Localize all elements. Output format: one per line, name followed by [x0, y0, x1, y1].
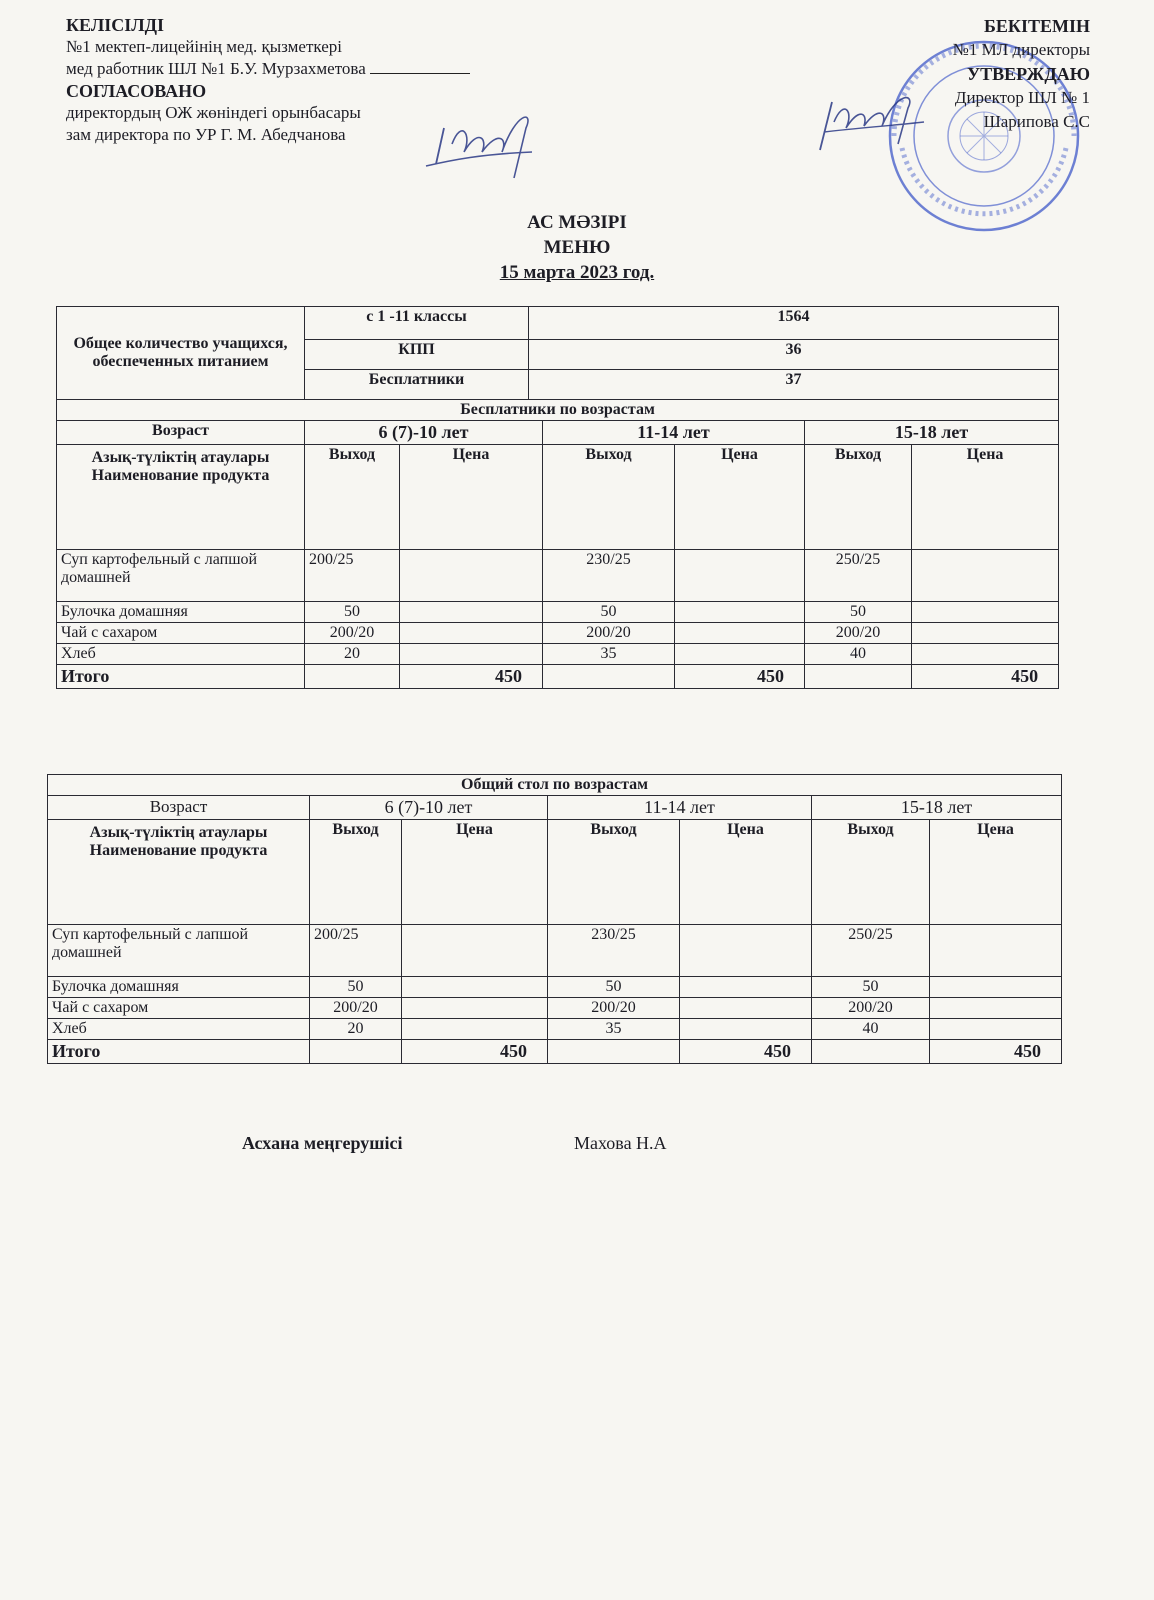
- table-title: Общий стол по возрастам: [48, 775, 1062, 796]
- product-name: Суп картофельный с лапшой домашней: [57, 550, 305, 602]
- price-header: Цена: [402, 820, 548, 925]
- output-value: 50: [548, 977, 680, 998]
- product-name: Булочка домашняя: [48, 977, 310, 998]
- price-cell: [680, 1019, 812, 1040]
- price-cell: [912, 644, 1059, 665]
- output-value: 250/25: [805, 550, 912, 602]
- product-name: Чай с сахаром: [48, 998, 310, 1019]
- approval-block-right: [953, 14, 1090, 134]
- header-right-line3: Шарипова С.С: [983, 112, 1090, 131]
- output-value: 200/20: [805, 623, 912, 644]
- agreed-ru: СОГЛАСОВАНО: [66, 81, 207, 101]
- output-value: 50: [543, 602, 675, 623]
- table-row: [57, 644, 1059, 665]
- document-title: [0, 210, 1154, 285]
- output-value: 200/25: [305, 550, 400, 602]
- output-value: 250/25: [812, 925, 930, 977]
- table-row: [57, 550, 1059, 602]
- title-ru: МЕНЮ: [543, 237, 611, 258]
- output-value: 200/20: [812, 998, 930, 1019]
- table-row: [48, 925, 1062, 977]
- price-cell: [402, 925, 548, 977]
- price-cell: [912, 602, 1059, 623]
- header-left-line2: мед работник ШЛ №1 Б.У. Мурзахметова: [66, 58, 470, 80]
- price-cell: [402, 998, 548, 1019]
- summary-row-value: 1564: [529, 307, 1059, 340]
- total-label: Итого: [48, 1040, 310, 1064]
- menu-table-general: [47, 774, 1062, 1064]
- output-value: 200/20: [548, 998, 680, 1019]
- price-cell: [675, 644, 805, 665]
- total-value: 450: [680, 1040, 812, 1064]
- price-cell: [400, 623, 543, 644]
- total-value: 450: [930, 1040, 1062, 1064]
- table-row: [48, 977, 1062, 998]
- price-cell: [402, 1019, 548, 1040]
- output-header: Выход: [310, 820, 402, 925]
- price-cell: [400, 644, 543, 665]
- price-cell: [912, 623, 1059, 644]
- output-header: Выход: [812, 820, 930, 925]
- total-row: [57, 665, 1059, 689]
- menu-table-free: [56, 399, 1059, 689]
- product-name-header: Азық-түліктің атаулары Наименование продукта: [57, 445, 305, 550]
- price-header: Цена: [912, 445, 1059, 550]
- total-value: 450: [400, 665, 543, 689]
- output-value: 35: [548, 1019, 680, 1040]
- price-cell: [675, 623, 805, 644]
- header-left-line4: зам директора по УР Г. М. Абедчанова: [66, 125, 346, 144]
- output-header: Выход: [805, 445, 912, 550]
- age-label: Возраст: [48, 796, 310, 820]
- age-group: 6 (7)-10 лет: [310, 796, 548, 820]
- summary-row-value: 36: [529, 340, 1059, 370]
- output-header: Выход: [305, 445, 400, 550]
- price-cell: [680, 977, 812, 998]
- approval-block-left: [66, 14, 470, 146]
- total-row: [48, 1040, 1062, 1064]
- output-value: 200/25: [310, 925, 402, 977]
- price-cell: [930, 1019, 1062, 1040]
- price-cell: [400, 550, 543, 602]
- age-group: 15-18 лет: [812, 796, 1062, 820]
- output-value: 40: [812, 1019, 930, 1040]
- output-value: 200/20: [305, 623, 400, 644]
- table-row: [48, 998, 1062, 1019]
- header-right-line1: №1 МЛ директоры: [952, 40, 1090, 59]
- output-value: 20: [305, 644, 400, 665]
- price-cell: [680, 925, 812, 977]
- output-value: 50: [310, 977, 402, 998]
- menu-date: 15 марта 2023 год.: [499, 262, 655, 283]
- price-cell: [930, 998, 1062, 1019]
- age-group: 11-14 лет: [548, 796, 812, 820]
- price-cell: [680, 998, 812, 1019]
- price-cell: [400, 602, 543, 623]
- price-cell: [912, 550, 1059, 602]
- signature-left: [422, 108, 552, 182]
- header-right-line2: Директор ШЛ № 1: [954, 88, 1090, 107]
- price-cell: [675, 602, 805, 623]
- summary-table: [56, 306, 1059, 400]
- summary-row-label: Бесплатники: [305, 370, 529, 400]
- age-group: 11-14 лет: [543, 421, 805, 445]
- output-value: 50: [805, 602, 912, 623]
- total-value: 450: [675, 665, 805, 689]
- price-header: Цена: [930, 820, 1062, 925]
- table-row: [48, 1019, 1062, 1040]
- output-header: Выход: [548, 820, 680, 925]
- price-cell: [930, 925, 1062, 977]
- total-label: Итого: [57, 665, 305, 689]
- table-title: Бесплатники по возрастам: [57, 400, 1059, 421]
- footer-role: Асхана меңгерушісі: [242, 1133, 403, 1153]
- output-value: 50: [305, 602, 400, 623]
- summary-label: Общее количество учащихся, обеспеченных питанием: [57, 307, 305, 400]
- approve-ru: УТВЕРЖДАЮ: [966, 64, 1090, 84]
- output-value: 200/20: [310, 998, 402, 1019]
- summary-row-label: с 1 -11 классы: [305, 307, 529, 340]
- output-value: 35: [543, 644, 675, 665]
- price-cell: [675, 550, 805, 602]
- title-kk: АС МӘЗІРІ: [527, 212, 627, 233]
- price-header: Цена: [680, 820, 812, 925]
- output-value: 40: [805, 644, 912, 665]
- header-left-line1: №1 мектеп-лицейінің мед. қызметкері: [66, 37, 342, 56]
- total-value: 450: [912, 665, 1059, 689]
- output-header: Выход: [543, 445, 675, 550]
- product-name: Хлеб: [57, 644, 305, 665]
- table-row: [57, 623, 1059, 644]
- table-row: [57, 602, 1059, 623]
- age-group: 6 (7)-10 лет: [305, 421, 543, 445]
- age-group: 15-18 лет: [805, 421, 1059, 445]
- agreed-kk: КЕЛІСІЛДІ: [66, 15, 165, 35]
- output-value: 50: [812, 977, 930, 998]
- product-name: Хлеб: [48, 1019, 310, 1040]
- price-header: Цена: [400, 445, 543, 550]
- footer-name: Махова Н.А: [574, 1133, 667, 1153]
- output-value: 20: [310, 1019, 402, 1040]
- price-header: Цена: [675, 445, 805, 550]
- signature-right: [818, 92, 928, 156]
- output-value: 200/20: [543, 623, 675, 644]
- price-cell: [930, 977, 1062, 998]
- summary-row-label: КПП: [305, 340, 529, 370]
- output-value: 230/25: [543, 550, 675, 602]
- approve-kk: БЕКІТЕМІН: [984, 16, 1090, 36]
- header-left-line3: директордың ОЖ жөніндегі орынбасары: [66, 103, 361, 122]
- age-label: Возраст: [57, 421, 305, 445]
- summary-row-value: 37: [529, 370, 1059, 400]
- price-cell: [402, 977, 548, 998]
- product-name: Суп картофельный с лапшой домашней: [48, 925, 310, 977]
- product-name: Булочка домашняя: [57, 602, 305, 623]
- product-name: Чай с сахаром: [57, 623, 305, 644]
- output-value: 230/25: [548, 925, 680, 977]
- total-value: 450: [402, 1040, 548, 1064]
- product-name-header: Азық-түліктің атаулары Наименование продукта: [48, 820, 310, 925]
